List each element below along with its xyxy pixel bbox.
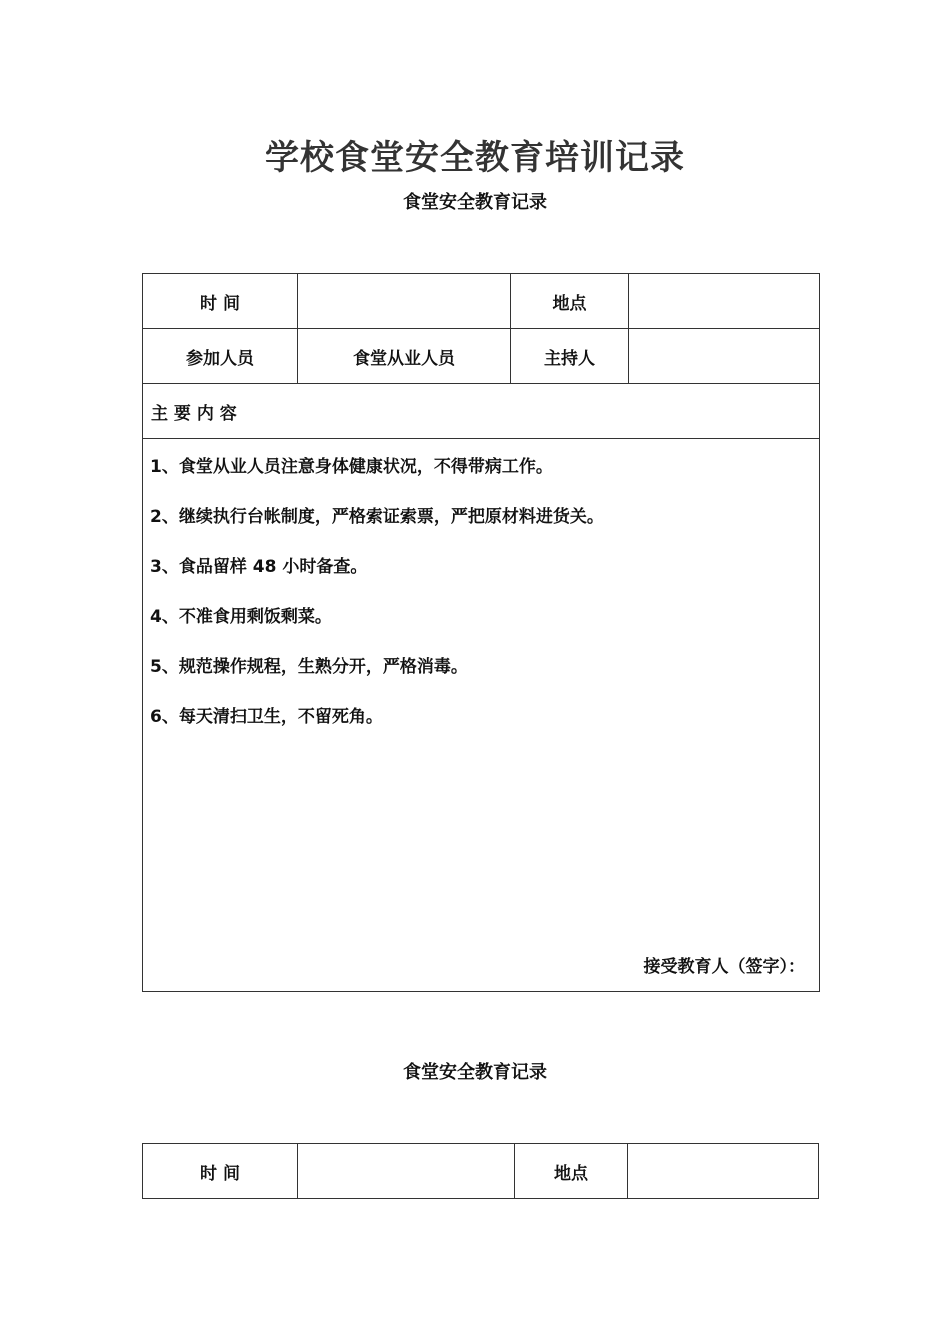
host-value-field[interactable] (629, 329, 820, 384)
list-item: 4、不准食用剩饭剩菜。 (150, 607, 332, 627)
time-label: 时 间 (143, 1144, 298, 1199)
participants-value[interactable]: 食堂从业人员 (298, 329, 511, 384)
place-value-field[interactable] (629, 274, 820, 329)
host-label: 主持人 (511, 329, 629, 384)
list-item: 6、每天清扫卫生，不留死角。 (150, 707, 383, 727)
page-title: 学校食堂安全教育培训记录 (265, 138, 685, 178)
signature-label: 接受教育人（签字）： (643, 957, 805, 977)
table-row (143, 439, 820, 992)
time-value-field[interactable] (298, 1144, 515, 1199)
main-content-cell (143, 439, 820, 992)
list-item: 3、食品留样 48 小时备查。 (150, 557, 368, 577)
time-label: 时 间 (143, 274, 298, 329)
list-item: 5、规范操作规程，生熟分开，严格消毒。 (150, 657, 468, 677)
list-item: 2、继续执行台帐制度，严格索证索票，严把原材料进货关。 (150, 507, 604, 527)
list-item: 1、食堂从业人员注意身体健康状况，不得带病工作。 (150, 457, 553, 477)
table-row (143, 274, 820, 329)
main-content-label: 主 要 内 容 (143, 384, 820, 439)
record-subtitle-2: 食堂安全教育记录 (403, 1062, 547, 1083)
training-record-table (142, 273, 820, 992)
table-row (143, 1144, 819, 1199)
record-subtitle: 食堂安全教育记录 (403, 192, 547, 213)
content-list (143, 439, 819, 728)
time-value-field[interactable] (298, 274, 511, 329)
training-record-table-2 (142, 1143, 819, 1199)
table-row (143, 384, 820, 439)
participants-label: 参加人员 (143, 329, 298, 384)
place-label: 地点 (511, 274, 629, 329)
place-label: 地点 (515, 1144, 628, 1199)
place-value-field[interactable] (628, 1144, 819, 1199)
table-row (143, 329, 820, 384)
